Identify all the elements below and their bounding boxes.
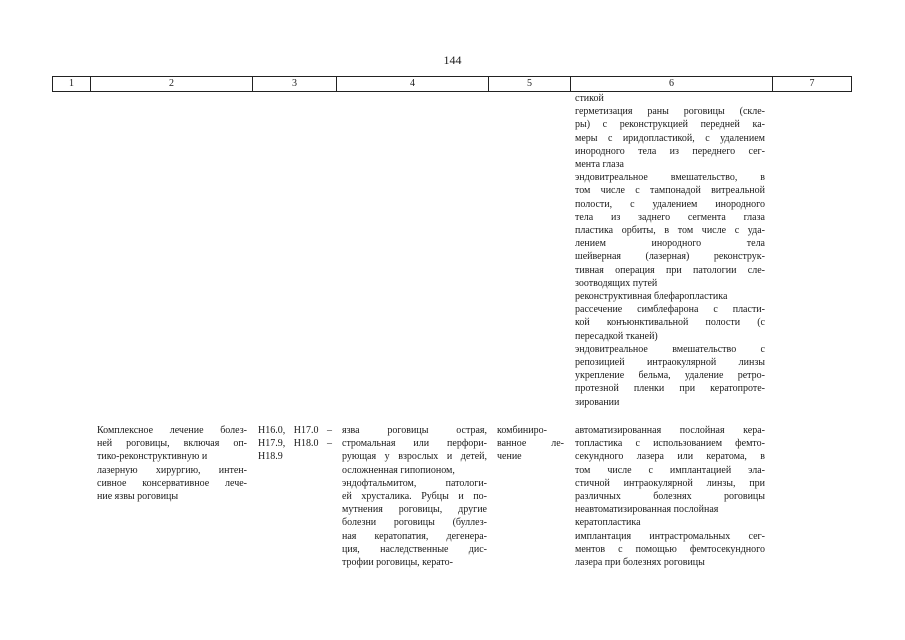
row2-patient-model [342,424,487,569]
text-line: ментов с помощью фемтосекундного [575,543,765,555]
text-line: лазерную хирургию, интен- [97,464,247,476]
text-line: стромальная или перфори- [342,438,487,450]
text-line: меры с иридопластикой, с удалением [575,132,765,144]
text-line: ние язвы роговицы [97,491,179,503]
text-line: тела из заднего сегмента глаза [575,211,765,223]
text-line: шейверная (лазерная) реконструк- [575,251,765,263]
text-line: эндовитреальное вмешательство, в [575,172,765,184]
page-number: 144 [443,53,462,67]
column-header-1: 1 [52,77,90,91]
text-line: болезни роговицы (буллез- [342,517,487,529]
text-line: лением инородного тела [575,238,765,250]
text-line: лазера при болезнях роговицы [575,557,705,569]
text-line: различных болезнях роговицы [575,491,765,503]
column-header-7: 7 [772,77,852,91]
text-line: том числе с имплантацией эла- [575,464,765,476]
text-line: осложненная гипопионом, [342,464,455,476]
text-line: ция, наследственные дис- [342,543,487,555]
text-line: Комплексное лечение болез- [97,425,247,436]
text-line: пересадкой тканей) [575,330,658,342]
text-line: кой конъюнктивальной полости (с [575,317,765,329]
column-header-2: 2 [90,77,252,91]
text-line: комбиниро- [497,425,547,436]
text-line: зоотводящих путей [575,277,658,289]
text-line: мутнения роговицы, другие [342,504,487,516]
text-line: стичной интраокулярной линзы, при [575,477,765,489]
text-line: H16.0, H17.0 – [258,425,332,436]
text-line: герметизация раны роговицы (скле- [575,106,765,118]
text-line: ей хрусталика. Рубцы и по- [342,491,487,503]
text-line: зировании [575,396,620,408]
text-line: пластика орбиты, в том числе с уда- [575,225,765,237]
text-line: топластика с использованием фемто- [575,438,765,450]
text-line: том числе с тампонадой витреальной [575,185,765,197]
text-line: H17.9, H18.0 – [258,438,332,450]
text-line: репозицией интраокулярной линзы [575,357,765,369]
text-line: эндофтальмитом, патологи- [342,477,487,489]
column-header-5: 5 [488,77,570,91]
text-line: инородного тела из переднего сег- [575,145,765,157]
text-line: H18.9 [258,451,283,463]
text-line: ры) с реконструкцией передней ка- [575,119,765,131]
row2-service-name [97,424,247,503]
text-line: чение [497,451,522,463]
text-line: язва роговицы острая, [342,425,487,436]
text-line: тивная операция при патологии сле- [575,264,765,276]
text-line: протезной пленки при кератопроте- [575,383,765,395]
text-line: рассечение симблефарона с пласти- [575,304,765,316]
text-line: кератопластика [575,517,641,529]
table-header-row [52,76,852,92]
text-line: укрепление бельма, удаление ретро- [575,370,765,382]
text-line: неавтоматизированная послойная [575,504,719,516]
text-line: тико-реконструктивную и [97,451,208,463]
row2-treatment-type [497,424,564,464]
row2-icd-codes [258,424,332,464]
text-line: ней роговицы, включая оп- [97,438,247,450]
text-line: секундного лазера или кератома, в [575,451,765,463]
text-line: трофии роговицы, керато- [342,557,453,569]
text-line: имплантация интрастромальных сег- [575,530,765,542]
column-header-6: 6 [570,77,772,91]
text-line: реконструктивная блефаропластика [575,291,728,303]
text-line: сивное консервативное лече- [97,477,247,489]
text-line: ная кератопатия, дегенера- [342,530,487,542]
row2-treatment-methods [575,424,765,569]
text-line: эндовитреальное вмешательство с [575,343,765,355]
text-line: мента глаза [575,159,624,171]
text-line: полости, с удалением инородного [575,198,765,210]
text-line: ванное ле- [497,438,564,450]
text-line: автоматизированная послойная кера- [575,425,765,436]
column-header-4: 4 [336,77,488,91]
text-line: стикой [575,93,604,104]
text-line: рующая у взрослых и детей, [342,451,487,463]
column-header-3: 3 [252,77,336,91]
continued-row-col6-text [575,92,765,409]
